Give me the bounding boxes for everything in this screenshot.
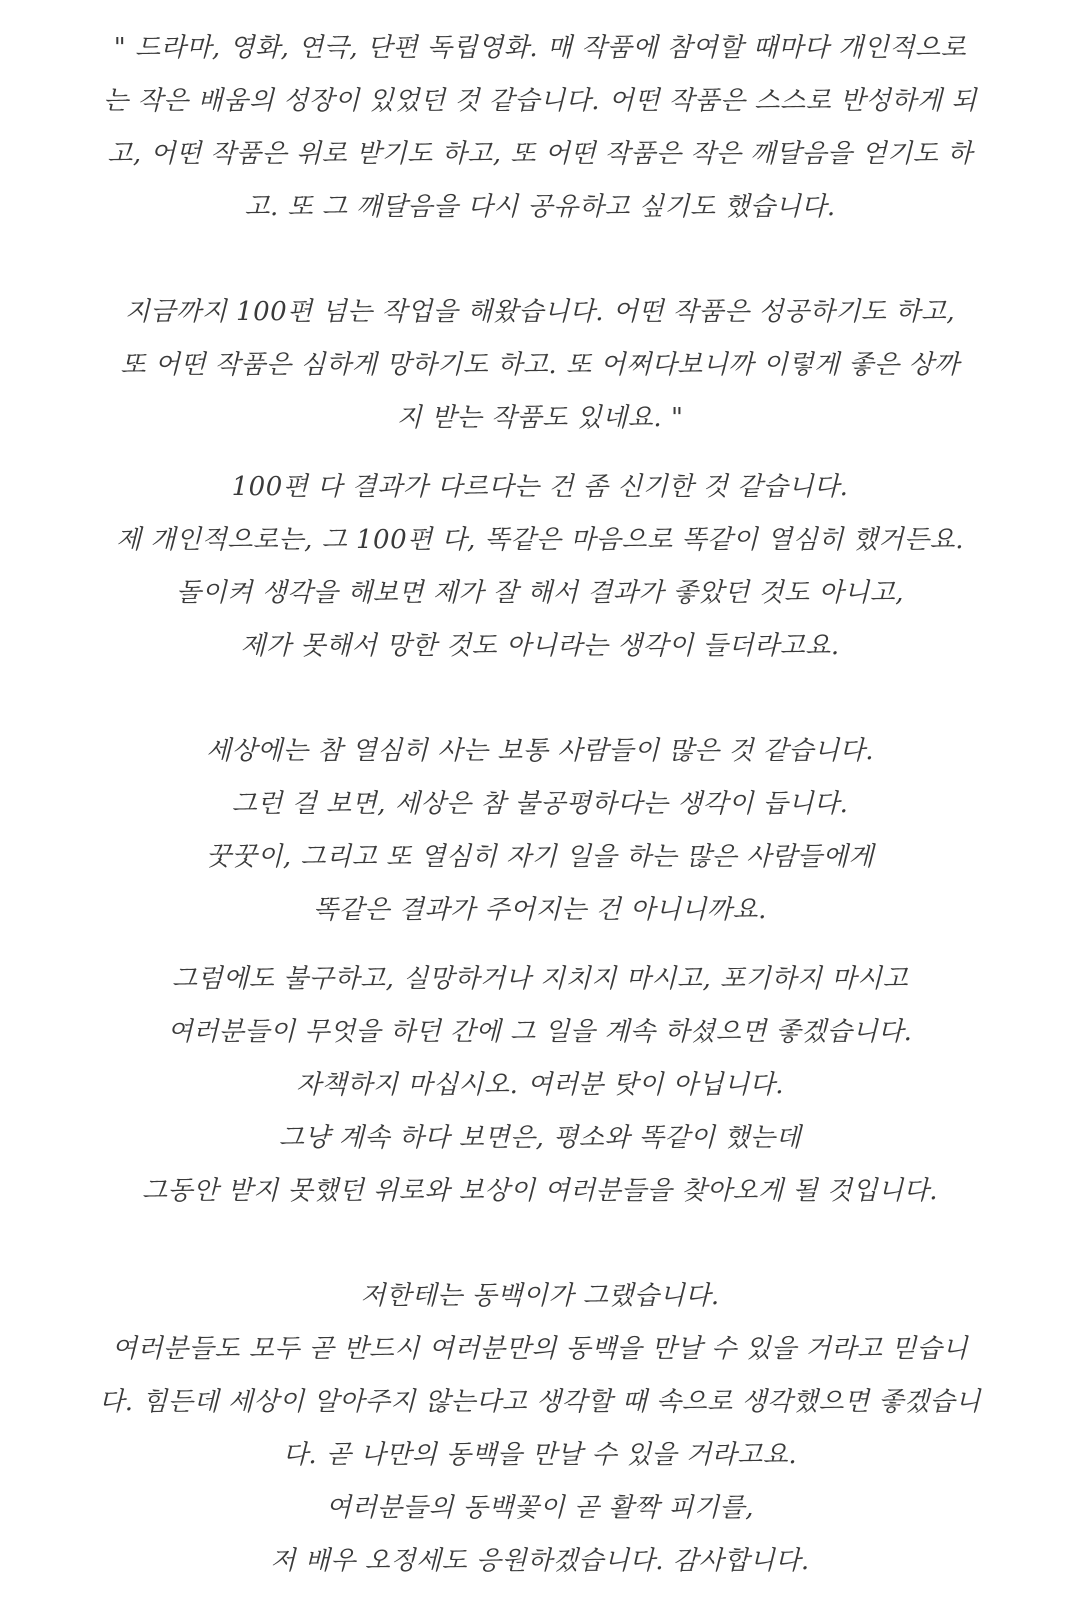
text-line: 여러분들의 동백꽃이 곧 활짝 피기를,	[325, 1493, 755, 1523]
text-line: 100편 다 결과가 다르다는 건 좀 신기한 것 같습니다.	[231, 472, 849, 502]
text-line: 는 작은 배움의 성장이 있었던 것 같습니다. 어떤 작품은 스스로 반성하게 되	[103, 86, 977, 116]
text-line: 그동안 받지 못했던 위로와 보상이 여러분들을 찾아오게 될 것입니다.	[141, 1176, 939, 1206]
text-line: 고. 또 그 깨달음을 다시 공유하고 싶기도 했습니다.	[244, 192, 836, 222]
text-line: 고, 어떤 작품은 위로 받기도 하고, 또 어떤 작품은 작은 깨달음을 얻기도 하	[107, 139, 973, 169]
text-line: 돌이켜 생각을 해보면 제가 잘 해서 결과가 좋았던 것도 아니고,	[175, 578, 905, 608]
paragraph-gap	[0, 1218, 1080, 1270]
text-line: 자책하지 마십시오. 여러분 탓이 아닙니다.	[295, 1070, 785, 1100]
text-line: 제 개인적으로는, 그 100편 다, 똑같은 마음으로 똑같이 열심히 했거든요.	[116, 525, 964, 555]
text-line: 세상에는 참 열심히 사는 보통 사람들이 많은 것 같습니다.	[205, 736, 875, 766]
text-line: 다. 힘든데 세상이 알아주지 않는다고 생각할 때 속으로 생각했으면 좋겠습니	[99, 1387, 981, 1417]
text-line: 똑같은 결과가 주어지는 건 아니니까요.	[313, 895, 767, 925]
paragraph-2	[0, 286, 1080, 445]
text-line: 그런 걸 보면, 세상은 참 불공평하다는 생각이 듭니다.	[231, 789, 849, 819]
paragraph-1	[0, 22, 1080, 234]
text-line: 그럼에도 불구하고, 실망하거나 지치지 마시고, 포기하지 마시고	[171, 964, 909, 994]
text-line: 또 어떤 작품은 심하게 망하기도 하고. 또 어쩌다보니까 이렇게 좋은 상까	[120, 350, 960, 380]
text-line: 여러분들도 모두 곧 반드시 여러분만의 동백을 만날 수 있을 거라고 믿습니	[111, 1334, 969, 1364]
paragraph-4	[0, 725, 1080, 937]
text-line: 지금까지 100편 넘는 작업을 해왔습니다. 어떤 작품은 성공하기도 하고,	[124, 297, 956, 327]
text-line: 다. 곧 나만의 동백을 만날 수 있을 거라고요.	[282, 1440, 798, 1470]
text-line: 저 배우 오정세도 응원하겠습니다. 감사합니다.	[270, 1546, 810, 1576]
paragraph-5	[0, 953, 1080, 1218]
text-line: 그냥 계속 하다 보면은, 평소와 똑같이 했는데	[278, 1123, 802, 1153]
text-line: 꿋꿋이, 그리고 또 열심히 자기 일을 하는 많은 사람들에게	[205, 842, 875, 872]
paragraph-gap	[0, 673, 1080, 725]
paragraph-gap	[0, 937, 1080, 953]
text-line: " 드라마, 영화, 연극, 단편 독립영화. 매 작품에 참여할 때마다 개인적으로	[113, 33, 967, 63]
paragraph-3	[0, 461, 1080, 673]
text-line: 여러분들이 무엇을 하던 간에 그 일을 계속 하셨으면 좋겠습니다.	[167, 1017, 913, 1047]
paragraph-gap	[0, 234, 1080, 286]
paragraph-gap	[0, 445, 1080, 461]
text-line: 제가 못해서 망한 것도 아니라는 생각이 들더라고요.	[240, 631, 840, 661]
text-line: 저한테는 동백이가 그랬습니다.	[360, 1281, 720, 1311]
paragraph-6	[0, 1270, 1080, 1588]
text-line: 지 받는 작품도 있네요. "	[396, 403, 684, 433]
